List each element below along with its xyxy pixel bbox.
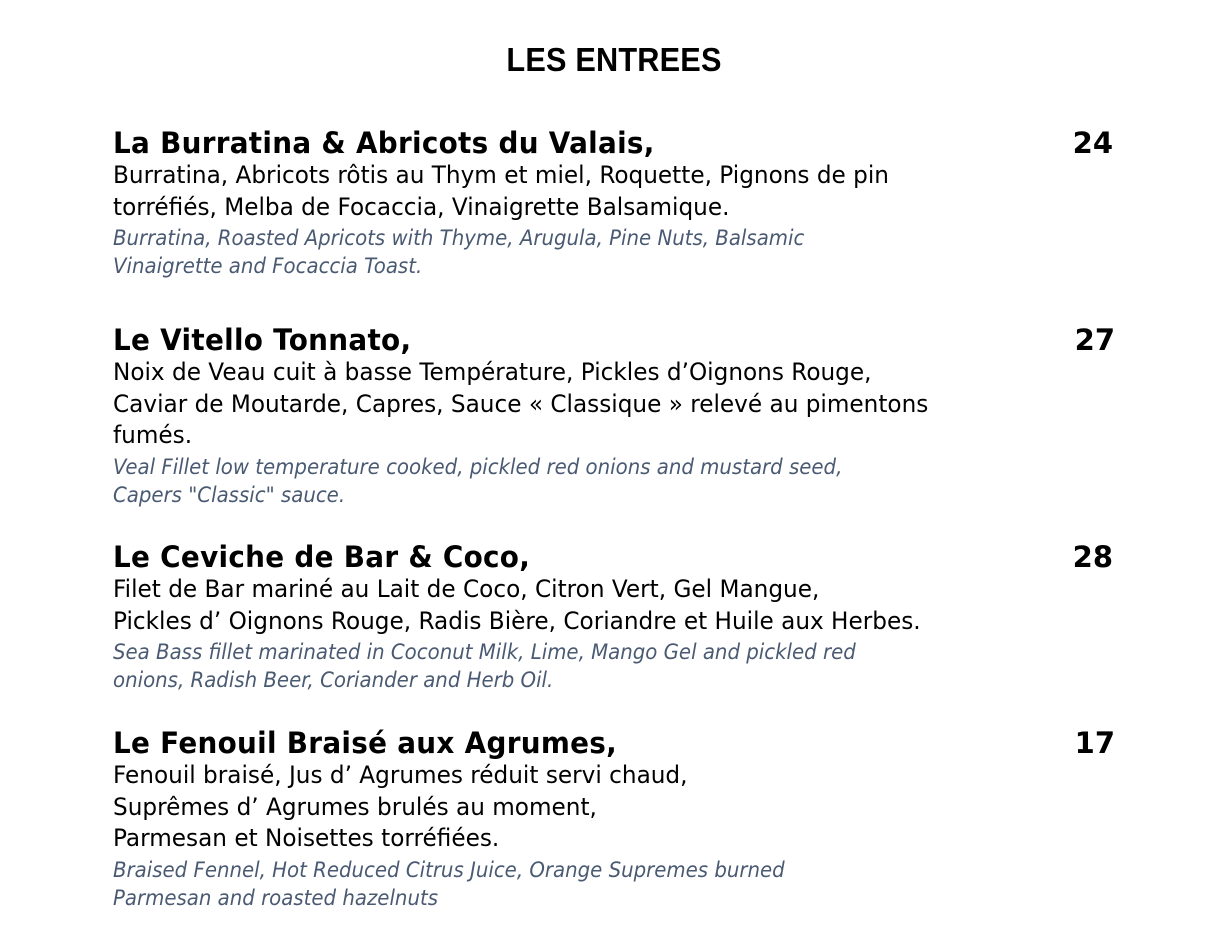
menu-item-header: [113, 126, 1113, 160]
page-title: LES ENTREES: [506, 41, 722, 78]
menu-item-name: Le Ceviche de Bar & Coco,: [113, 540, 531, 574]
menu-item-description-fr: Noix de Veau cuit à basse Température, Pickles d’Oignons Rouge, Caviar de Moutarde, Capres, Sauce « Classique » relevé au pimentons fumés.: [113, 358, 929, 449]
menu-item-price: 17: [1074, 726, 1115, 760]
menu-item-header: [113, 726, 1113, 760]
menu-item-name: La Burratina & Abricots du Valais,: [113, 126, 655, 160]
menu-item-description-en: Veal Fillet low temperature cooked, pickled red onions and mustard seed, Capers "Classic" sauce.: [113, 454, 843, 507]
menu-item-description-fr: Fenouil braisé, Jus d’ Agrumes réduit servi chaud, Suprêmes d’ Agrumes brulés au moment, Parmesan et Noisettes torréfiées.: [113, 761, 688, 852]
menu-item: [113, 323, 1113, 509]
menu-item-header: [113, 323, 1113, 357]
menu-item-price: 28: [1072, 540, 1113, 574]
menu-item-description-en: Burratina, Roasted Apricots with Thyme, Arugula, Pine Nuts, Balsamic Vinaigrette and Focaccia Toast.: [113, 226, 805, 278]
menu-item-name: Le Vitello Tonnato,: [113, 323, 412, 357]
menu-item: [113, 126, 1113, 280]
menu-item-price: 27: [1074, 323, 1115, 357]
menu-item-description-fr: Burratina, Abricots rôtis au Thym et miel, Roquette, Pignons de pin torréfiés, Melba de Focaccia, Vinaigrette Balsamique.: [113, 161, 889, 221]
menu-item-description-fr: Filet de Bar mariné au Lait de Coco, Citron Vert, Gel Mangue, Pickles d’ Oignons Rouge, Radis Bière, Coriandre et Huile aux Herbes.: [113, 575, 921, 635]
menu-item-header: [113, 540, 1113, 574]
menu-item: [113, 540, 1113, 694]
menu-item-description-en: Braised Fennel, Hot Reduced Citrus Juice, Orange Supremes burned Parmesan and roasted hazelnuts: [113, 857, 785, 910]
menu-item-name: Le Fenouil Braisé aux Agrumes,: [113, 726, 618, 760]
menu-item-description-en: Sea Bass fillet marinated in Coconut Milk, Lime, Mango Gel and pickled red onions, Radish Beer, Coriander and Herb Oil.: [113, 640, 856, 692]
menu-item: [113, 726, 1113, 912]
menu-item-price: 24: [1072, 126, 1113, 160]
